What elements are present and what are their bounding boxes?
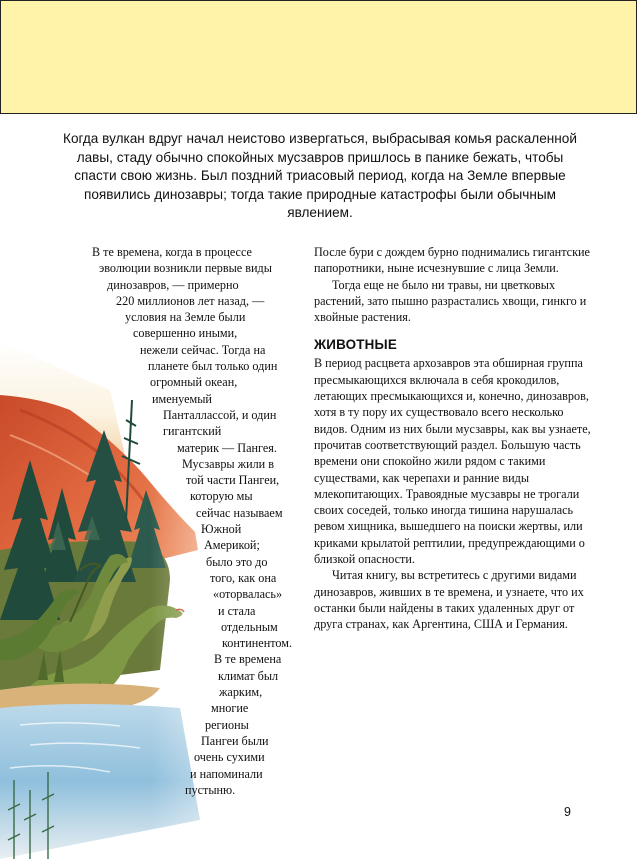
intro-line: явлением. bbox=[287, 205, 353, 221]
intro-line: спасти свою жизнь. Был поздний триасовый период, когда на Земле впервые bbox=[74, 168, 566, 184]
left-line: было это до bbox=[206, 554, 268, 569]
left-line: которую мы bbox=[190, 489, 253, 504]
left-line: очень сухими bbox=[194, 750, 265, 765]
left-line: Америкой; bbox=[204, 538, 260, 553]
intro-line: лавы, стаду обычно спокойных мусзавров пришлось в панике бежать, чтобы bbox=[76, 149, 564, 165]
left-line: жарким, bbox=[219, 685, 263, 700]
left-line: регионы bbox=[205, 717, 249, 732]
left-line: климат был bbox=[218, 668, 279, 683]
left-line: огромный океан, bbox=[150, 375, 238, 390]
left-line: Мусзавры жили в bbox=[182, 456, 274, 471]
left-column bbox=[0, 244, 300, 798]
body-paragraph: После бури с дождем бурно поднимались гигантские папоротники, ныне исчезнувшие с лица Земли. bbox=[314, 245, 590, 276]
left-line: «оторвалась» bbox=[213, 587, 283, 602]
intro-line: Когда вулкан вдруг начал неистово извергаться, выбрасывая комья раскаленной bbox=[63, 131, 577, 146]
left-line: и стала bbox=[218, 603, 256, 618]
left-line: того, как она bbox=[210, 570, 277, 585]
left-line: Пангеи были bbox=[201, 733, 269, 748]
section-heading-animals: ЖИВОТНЫЕ bbox=[314, 337, 397, 353]
top-banner bbox=[0, 0, 637, 114]
left-line: пустыню. bbox=[185, 782, 236, 797]
body-paragraph: Читая книгу, вы встретитесь с другими видами динозавров, живших в те времена, и узнаете, что их останки были найдены в таких удаленных друг от друга странах, как Аргентина, США и Германия. bbox=[314, 568, 584, 632]
left-line: совершенно иными, bbox=[133, 326, 238, 341]
left-line: 220 миллионов лет назад, — bbox=[116, 293, 265, 308]
left-line: многие bbox=[211, 701, 249, 716]
left-line: динозавров, — примерно bbox=[107, 277, 239, 292]
left-line: и напоминали bbox=[190, 766, 263, 781]
left-line: отдельным bbox=[221, 619, 278, 634]
left-line: Панталлассой, и один bbox=[163, 407, 277, 422]
left-line: Южной bbox=[201, 522, 242, 537]
intro-line: появились динозавры; тогда такие природные катастрофы были обычным bbox=[84, 186, 556, 202]
left-line: той части Пангеи, bbox=[186, 473, 280, 488]
left-line: условия на Земле были bbox=[125, 310, 246, 325]
left-line: эволюции возникли первые виды bbox=[99, 261, 272, 276]
left-line: В те времена, когда в процессе bbox=[92, 245, 252, 259]
left-line: гигантский bbox=[163, 424, 222, 439]
left-line: именуемый bbox=[152, 391, 212, 406]
left-line: планете был только один bbox=[148, 359, 278, 374]
page-number: 9 bbox=[564, 805, 571, 819]
left-line: сейчас называем bbox=[196, 505, 283, 520]
left-line: континентом. bbox=[222, 636, 293, 651]
body-paragraph: В период расцвета архозавров эта обширная группа пресмыкающихся включала в себя крокодилов, летающих пресмыкающихся и, конечно, динозавров, хотя в ту пору их существовало всего несколько видов. Одним из них были мусзавры, как вы узнаете, прочитав соответствующий раздел. Большую часть времени они спокойно жили рядом с такими существами, как черепахи и ранние виды млекопитающих. Травоядные мусзавры не трогали своих соседей, только иногда тишина нарушалась ревом хищника, вышедшего на поиски жертвы, или криками крылатой рептилии, предупреждающими о близкой опасности. bbox=[314, 356, 591, 567]
right-column bbox=[314, 244, 594, 633]
intro-paragraph bbox=[30, 130, 610, 223]
left-line: В те времена bbox=[214, 652, 282, 667]
left-line: материк — Пангея. bbox=[177, 440, 277, 455]
left-line: нежели сейчас. Тогда на bbox=[140, 342, 266, 357]
body-paragraph: Тогда еще не было ни травы, ни цветковых растений, зато пышно разрастались хвощи, гинкго и хвойные растения. bbox=[314, 277, 587, 325]
